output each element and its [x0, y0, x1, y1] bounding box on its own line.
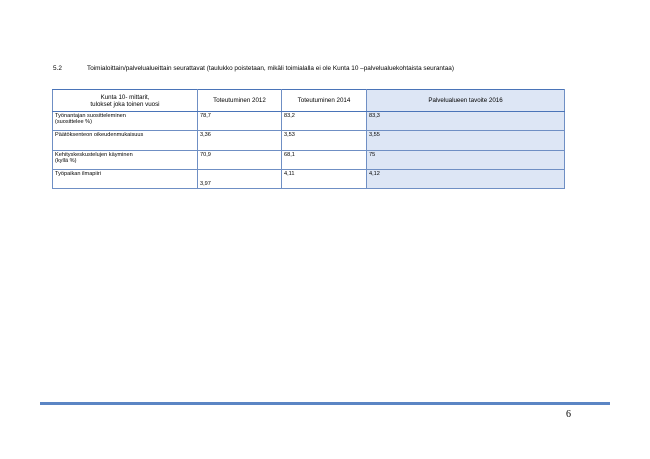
footer-rule	[40, 402, 610, 405]
value-2012: 78,7	[198, 112, 282, 131]
section-heading	[53, 65, 454, 72]
metric-cell	[53, 131, 198, 151]
value-2014: 83,2	[282, 112, 367, 131]
metric-cell	[53, 112, 198, 131]
table-row	[53, 131, 565, 151]
value-2012: 3,97	[198, 170, 282, 189]
header-metric-line2: tulokset joka toinen vuosi	[90, 100, 160, 108]
value-target: 4,12	[367, 170, 565, 189]
header-metric	[53, 90, 198, 112]
section-number: 5.2	[53, 65, 62, 72]
metric-name: Kehityskeskustelujen käyminen	[55, 152, 133, 158]
header-2012: Toteutuminen 2012	[198, 90, 282, 112]
table-row	[53, 170, 565, 189]
metric-name: Päätöksenteon oikeudenmukaisuus	[55, 132, 144, 138]
metric-cell	[53, 151, 198, 170]
value-target: 75	[367, 151, 565, 170]
value-2014: 3,53	[282, 131, 367, 151]
value-2012: 3,36	[198, 131, 282, 151]
header-2014: Toteutuminen 2014	[282, 90, 367, 112]
metric-name: Työnantajan suositteleminen	[55, 113, 126, 119]
page-number: 6	[566, 409, 571, 420]
metric-cell	[53, 170, 198, 189]
metric-name: Työpaikan ilmapiiri	[55, 171, 102, 177]
value-2014: 68,1	[282, 151, 367, 170]
value-2012: 70,9	[198, 151, 282, 170]
header-metric-line1: Kunta 10- mittarit,	[100, 93, 150, 101]
section-title: Toimialoittain/palvelualueittain seurattavat (taulukko poistetaan, mikäli toimialalla ei ole Kunta 10 –palvelualuekohtaista seurantaa)	[87, 65, 454, 72]
value-2014: 4,11	[282, 170, 367, 189]
metrics-table	[52, 89, 565, 189]
table-row	[53, 112, 565, 131]
table-header-row	[53, 90, 565, 112]
header-target-2016: Palvelualueen tavoite 2016	[367, 90, 565, 112]
metric-unit: (suosittelee %)	[55, 119, 92, 125]
table-row	[53, 151, 565, 170]
value-target: 83,3	[367, 112, 565, 131]
metric-unit: (kyllä %)	[55, 158, 77, 164]
value-target: 3,55	[367, 131, 565, 151]
